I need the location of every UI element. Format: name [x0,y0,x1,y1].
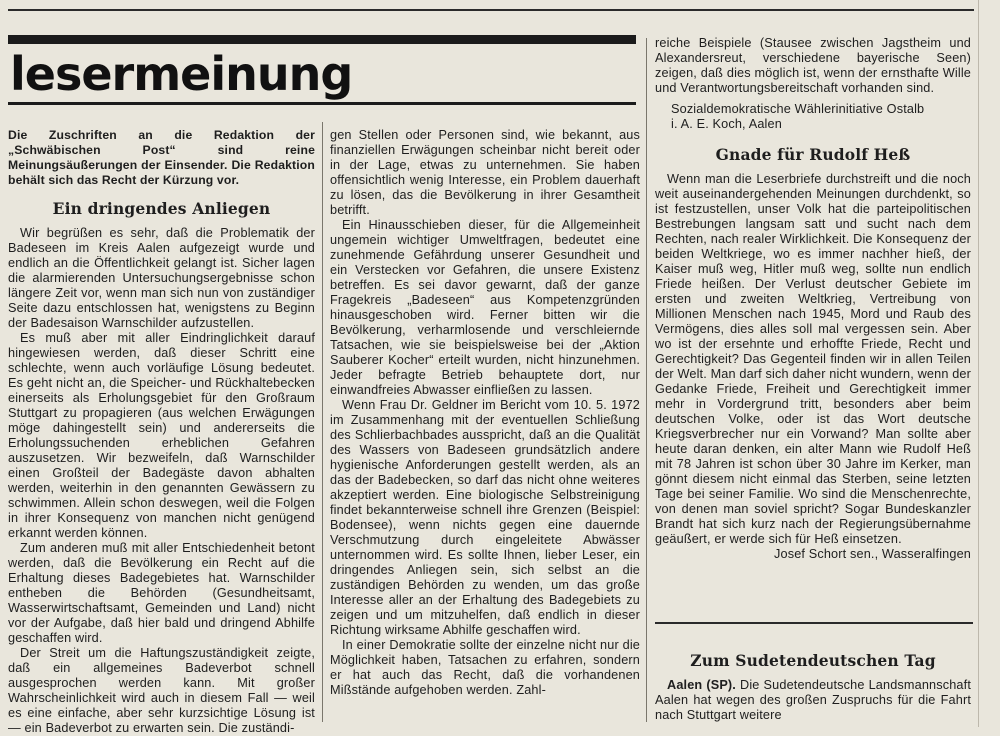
column-2 [330,128,640,698]
article-dateline: Aalen (SP). [667,678,736,692]
article-headline: Zum Sudetendeutschen Tag [690,651,936,670]
article-paragraph: gen Stellen oder Personen sind, wie bekannt, aus finanziellen Erwägungen scheinbar nicht bereit oder in der Lage, etwas zu unternehmen. Sie haben offensichtlich wenig Interesse, ein Problem dauerhaft zu lösen, das die Bevölkerung in ihrer Gesamtheit betrifft. [330,128,640,217]
article-paragraph: Wenn man die Leserbriefe durchstreift und die noch weit auseinandergehenden Meinungen durchdenkt, so ist festzustellen, unser Volk hat die parteipolitischen Bestrebungen langsam satt und sucht nach dem Rechten, nach realer Wirklichkeit. Die Konsequenz der beiden Weltkriege, wo es immer nachher hieß, der Kaiser muß weg, Hitler muß weg, sollte nun endlich Friede heißen. Der Verlust deutscher Gebiete im ersten und zweiten Weltkrieg, Vertreibung von Millionen Menschen nach 1945, Mord und Raub des Vermögens, dies alles soll mal vergessen sein. Aber wo ist der ersehnte und erhoffte Friede, Recht und Gerechtigkeit? Das Gegenteil finden wir in allen Teilen der Welt. Man darf sich daher nicht wundern, wenn der Gedanke Friede, Freiheit und Gerechtigkeit immer mehr in Vordergrund tritt, besonders aber beim deutschen Volke, oder ist das Wort deutsche Kriegsverbrecher nur ein Vorwand? Man sollte aber heute daran denken, ein alter Mann wie Rudolf Heß mit 78 Jahren ist schon über 30 Jahre im Kerker, man gönnt diesem nicht einmal das Sterben, seine letzten Tage bei seiner Familie. Wo sind die Menschenrechte, von denen man soviel spricht? Sogar Bundeskanzler Brandt hat sich kurz nach der Regierungsübernahme geäußert, er werde sich für Heß einsetzen. [655,172,971,546]
masthead-bar [8,35,636,44]
article-paragraph: Die Sudetendeutsche Landsmannschaft Aalen hat wegen des großen Zuspruchs für die Fahrt nach Stuttgart weitere [655,678,971,722]
article-paragraph: Wenn Frau Dr. Geldner im Bericht vom 10. 5. 1972 im Zusammenhang mit der eventuellen Schließung des Schlierbachbades ausspricht, daß an die Qualität des Wassers von Badeseen grundsätzlich andere hygienische Anforderungen gestellt werden, als an das der Badebecken, so darf das nicht ohne weiteres akzeptiert werden. Eine biologische Selbstreinigung findet bekannterweise schnell ihre Grenzen (Beispiel: Bodensee), wenn nichts gegen eine dauernde Verschmutzung durch eingeleitete Abwässer unternommen wird. Es sollte Ihnen, lieber Leser, ein dringendes Anliegen sein, sich selbst an die zuständigen Behörden zu wenden, um das große Interesse aller an der Erhaltung des Badegebiets zu zeigen und um mitzuhelfen, daß endlich in dieser Richtung wirksame Abhilfe geschaffen wird. [330,398,640,637]
section-masthead: lesermeinung [10,47,353,101]
column-separator [646,38,647,722]
article-signature: i. A. E. Koch, Aalen [671,117,782,131]
page-edge [978,0,979,727]
column-separator [322,122,323,722]
article-paragraph: Es muß aber mit aller Eindringlichkeit darauf hingewiesen werden, daß dieser Schritt eine schlechte, wenn auch vorläufige Lösung bedeutet. Es geht nicht an, die Speicher- und Rückhaltebecken einerseits als Erholungsgebiet für den Großraum Stuttgart zu propagieren (aus welchen Erwägungen möge dahingestellt sein) und andererseits die Erholungssuchenden erheblichen Gefahren auszusetzen. Wir bezweifeln, daß Warnschilder einen Großteil der Badegäste davon abhalten werden, weiterhin in den genannten Gewässern zu schwimmen. Allein schon deswegen, weil die Folgen in ihrer Konsequenz von manchen nicht genügend erkannt werden können. [8,331,315,540]
masthead-rule [8,102,636,105]
article-signature: Josef Schort sen., Wasseralfingen [774,547,971,561]
article-paragraph: Der Streit um die Haftungszuständigkeit zeigte, daß ein allgemeines Badeverbot schnell ausgesprochen werden kann. Mit großer Wahrscheinlichkeit wird auch in diesem Fall — weil es eine einfache, aber sehr kurzsichtige Lösung ist — ein Badeverbot zu erwarten sein. Die zuständi- [8,646,315,735]
article-headline: Ein dringendes Anliegen [52,199,271,218]
article-paragraph: Ein Hinausschieben dieser, für die Allgemeinheit ungemein wichtiger Umweltfragen, bedeutet eine zunehmende Gefährdung unserer Gesundheit und ein Verstecken vor Gefahren, die unsere Existenz betreffen. Es sei davor gewarnt, daß der ganze Fragekreis „Badeseen“ aus Kompetenzgründen hinausgeschoben wird. Ferner bitten wir die Bevölkerung, verharmlosende und verschleiernde Tatsachen, wie sie beispielsweise bei der „Aktion Sauberer Kocher“ erteilt wurden, nicht hinzunehmen. Jeder befragte Betrieb behauptete dort, nur einwandfreies Abwasser einfließen zu lassen. [330,218,640,397]
article-paragraph: Wir begrüßen es sehr, daß die Problematik der Badeseen im Kreis Aalen aufgezeigt wurde und endlich an die Öffentlichkeit gelangt ist. Sicher lagen die alarmierenden Untersuchungsergebnisse schon längere Zeit vor, wenn man sich nun von zuständiger Seite dazu entschlossen hat, wenigstens zu Beginn der Badesaison Warnschilder aufzustellen. [8,226,315,330]
top-rule [8,9,974,11]
column-1 [8,128,315,736]
editorial-notice: Die Zuschriften an die Redaktion der „Schwäbischen Post“ sind reine Meinungsäußerungen der Einsender. Die Redaktion behält sich das Recht der Kürzung vor. [8,128,315,187]
article-paragraph: In einer Demokratie sollte der einzelne nicht nur die Möglichkeit haben, Tatsachen zu erfahren, sondern er hat auch das Recht, daß die vorhandenen Mißstände aufgehoben werden. Zahl- [330,638,640,697]
section-rule [655,622,973,624]
article-signature: Sozialdemokratische Wählerinitiative Ostalb [671,102,925,116]
article-headline: Gnade für Rudolf Heß [715,145,911,164]
column-3-lower [655,650,971,723]
article-paragraph: reiche Beispiele (Stausee zwischen Jagstheim und Alexandersreut, verschiedene bayerische Seen) zeigen, daß dies möglich ist, wenn der ernsthafte Wille und Verantwortungsbereitschaft vorhanden sind. [655,36,971,95]
column-3 [655,36,971,562]
article-paragraph: Zum anderen muß mit aller Entschiedenheit betont werden, daß die Bevölkerung ein Recht auf die Erhaltung dieses Badegebietes hat. Warnschilder entheben die Behörden (Gesundheitsamt, Wasserwirtschaftsamt, Gemeinden und Land) nicht vor der Aufgabe, daß hier bald und dringend Abhilfe geschaffen wird. [8,541,315,645]
